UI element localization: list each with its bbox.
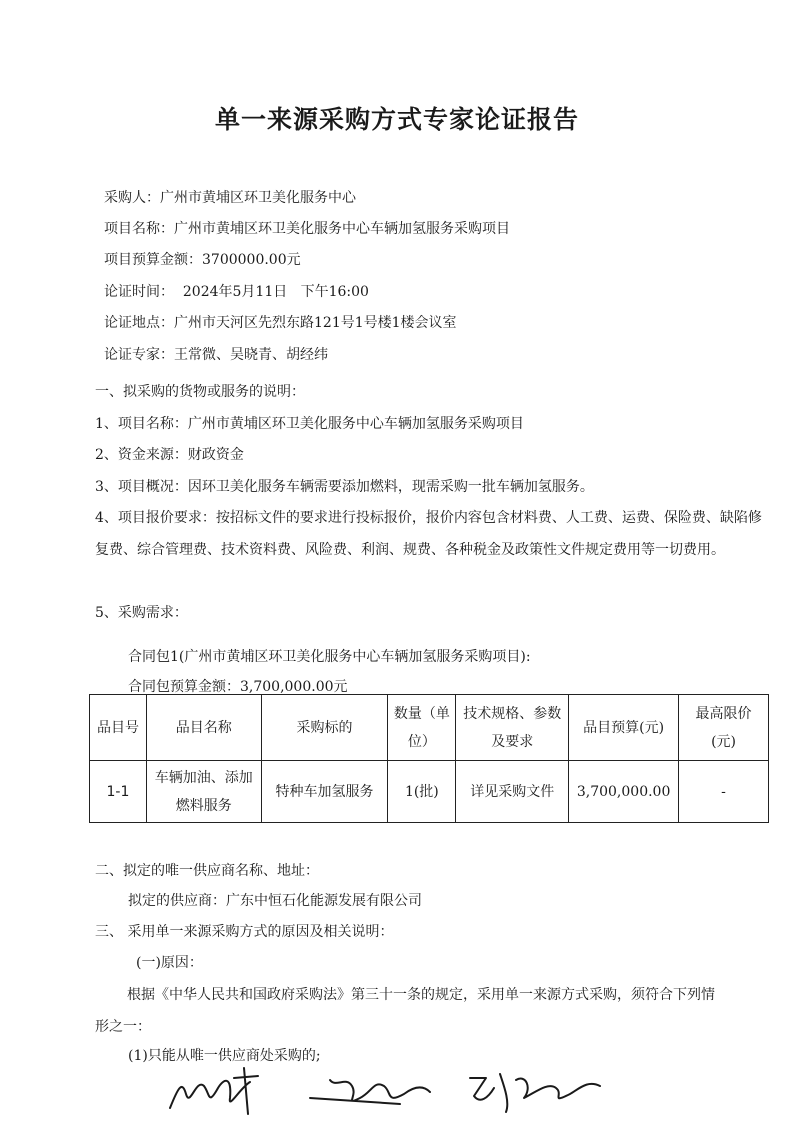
section3-para: 根据《中华人民共和国政府采购法》第三十一条的规定，采用单一来源方式采购，须符合下列情形之一： bbox=[95, 987, 715, 1035]
header-item-no: 品目号 bbox=[90, 695, 147, 761]
cell-item-no: 1-1 bbox=[90, 761, 147, 823]
cell-specs: 详见采购文件 bbox=[456, 761, 569, 823]
cell-quantity: 1(批) bbox=[388, 761, 456, 823]
section3-sub: (一)原因： bbox=[136, 955, 203, 971]
purchaser-line: 采购人：广州市黄埔区环卫美化服务中心 bbox=[104, 190, 356, 206]
signature-1 bbox=[170, 1068, 258, 1114]
section1-item1: 1、项目名称：广州市黄埔区环卫美化服务中心车辆加氢服务采购项目 bbox=[95, 416, 524, 432]
cell-max-price: - bbox=[679, 761, 769, 823]
header-subject: 采购标的 bbox=[261, 695, 388, 761]
table-row bbox=[90, 761, 769, 823]
header-max-price: 最高限价(元) bbox=[679, 695, 769, 761]
procurement-table bbox=[89, 694, 769, 823]
cell-budget: 3,700,000.00 bbox=[569, 761, 679, 823]
header-quantity: 数量（单位） bbox=[388, 695, 456, 761]
section1-item5: 5、采购需求： bbox=[95, 605, 188, 621]
section1-heading: 一、拟采购的货物或服务的说明： bbox=[95, 384, 305, 400]
budget-line: 项目预算金额：3700000.00元 bbox=[104, 252, 301, 268]
section3-case1: (1)只能从唯一供应商处采购的; bbox=[128, 1048, 321, 1064]
section1-item4: 4、项目报价要求：按招标文件的要求进行投标报价，报价内容包含材料费、人工费、运费、保险费、缺陷修复费、综合管理费、技术资料费、风险费、利润、规费、各种税金及政策性文件规定费用等一切费用。 bbox=[95, 510, 762, 558]
header-specs: 技术规格、参数及要求 bbox=[456, 695, 569, 761]
page-title: 单一来源采购方式专家论证报告 bbox=[214, 105, 579, 134]
supplier-line: 拟定的供应商：广东中恒石化能源发展有限公司 bbox=[128, 893, 422, 909]
table-header-row bbox=[90, 695, 769, 761]
package-budget-line: 合同包预算金额：3,700,000.00元 bbox=[128, 679, 348, 695]
package-line: 合同包1(广州市黄埔区环卫美化服务中心车辆加氢服务采购项目): bbox=[128, 649, 531, 665]
section3-heading: 三、 采用单一来源采购方式的原因及相关说明： bbox=[95, 924, 394, 940]
section2-heading: 二、拟定的唯一供应商名称、地址： bbox=[95, 863, 319, 879]
cell-subject: 特种车加氢服务 bbox=[261, 761, 388, 823]
header-budget: 品目预算(元) bbox=[569, 695, 679, 761]
section1-item3: 3、项目概况：因环卫美化服务车辆需要添加燃料，现需采购一批车辆加氢服务。 bbox=[95, 479, 594, 495]
place-line: 论证地点：广州市天河区先烈东路121号1号楼1楼会议室 bbox=[104, 315, 457, 331]
header-item-name: 品目名称 bbox=[146, 695, 261, 761]
section1-item2: 2、资金来源：财政资金 bbox=[95, 447, 244, 463]
experts-line: 论证专家：王常微、吴晓青、胡经纬 bbox=[104, 347, 328, 363]
project-name-line: 项目名称：广州市黄埔区环卫美化服务中心车辆加氢服务采购项目 bbox=[104, 221, 510, 237]
time-line: 论证时间： 2024年5月11日 下午16:00 bbox=[104, 284, 369, 300]
signature-2 bbox=[310, 1080, 430, 1104]
expert-signatures bbox=[160, 1058, 620, 1122]
cell-item-name: 车辆加油、添加燃料服务 bbox=[146, 761, 261, 823]
signature-3 bbox=[470, 1074, 600, 1112]
